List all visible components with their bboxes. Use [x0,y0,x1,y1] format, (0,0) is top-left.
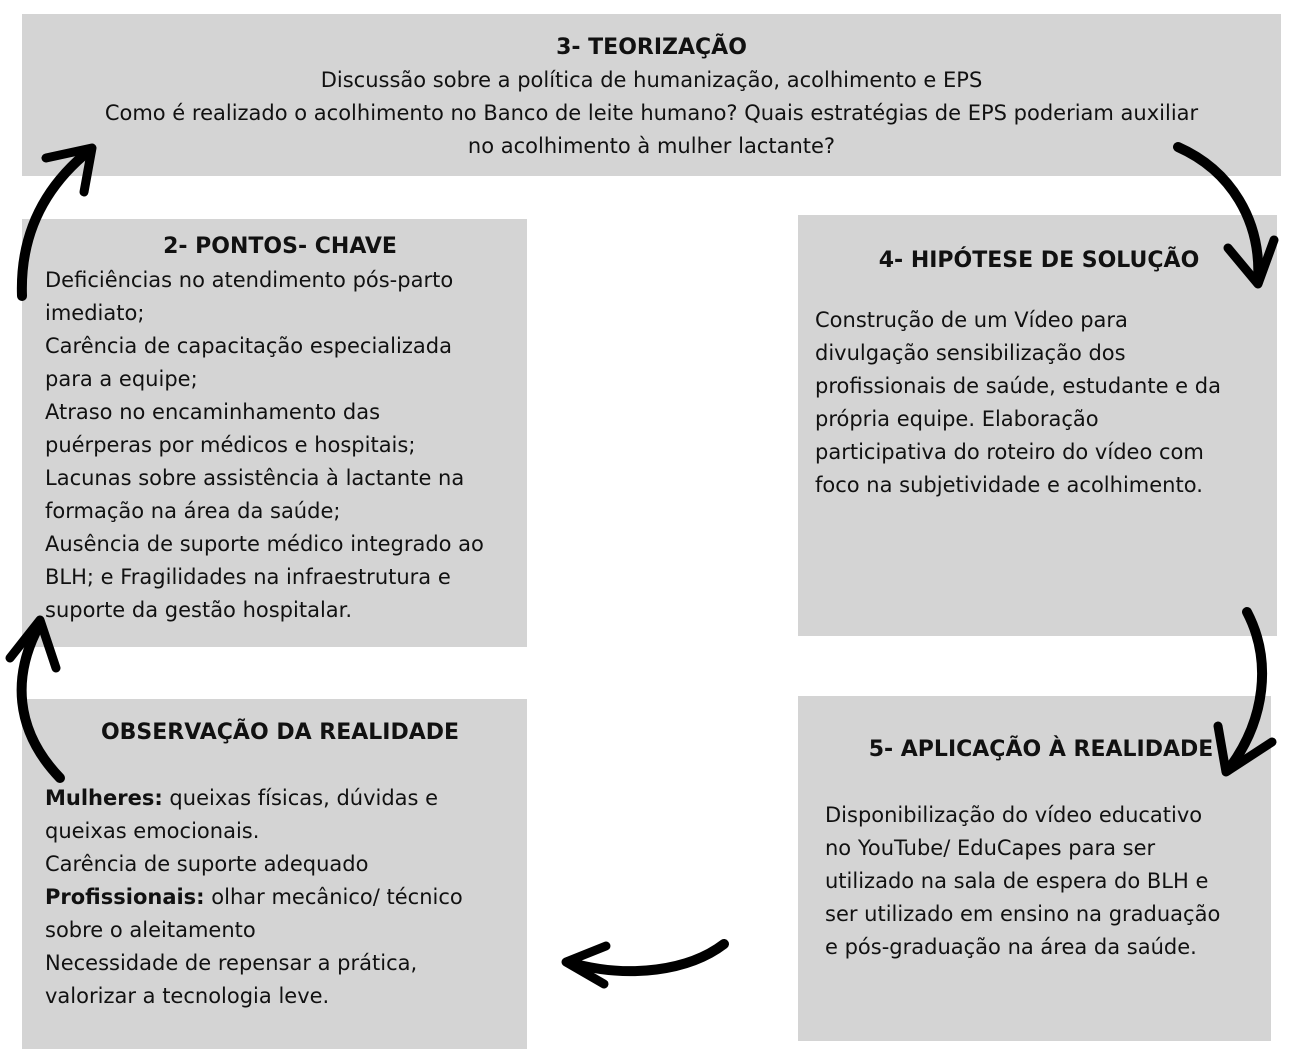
observation-line: valorizar a tecnologia leve. [45,983,330,1008]
observation-line: Necessidade de repensar a prática, [45,950,418,975]
reality-application-box [798,696,1271,1041]
solution-hypothesis-box [798,215,1277,636]
application-line: ser utilizado em ensino na graduação [825,901,1221,926]
key-points-line: Lacunas sobre assistência à lactante na [45,465,465,490]
solution-hypothesis-line: foco na subjetividade e acolhimento. [815,472,1203,497]
key-points-line: Atraso no encaminhamento das [45,399,381,424]
key-points-line: para a equipe; [45,366,198,391]
key-points-line: puérperas por médicos e hospitais; [45,432,416,457]
application-line: utilizado na sala de espera do BLH e [825,868,1209,893]
observation-line-women [45,782,515,815]
observation-line: sobre o aleitamento [45,917,256,942]
arrow-application-to-observation [566,944,724,984]
theorization-line-1: Discussão sobre a política de humanização, acolhimento e EPS [320,68,983,92]
reality-application-text [825,799,1257,964]
theorization-line-2: Como é realizado o acolhimento no Banco de leite humano? Quais estratégias de EPS poderiam auxiliar [104,101,1199,125]
key-points-line: BLH; e Fragilidades na infraestrutura e [45,564,451,589]
solution-hypothesis-line: Construção de um Vídeo para [815,307,1128,332]
application-line: Disponibilização do vídeo educativo [825,802,1203,827]
key-points-line: Deficiências no atendimento pós-parto [45,267,454,292]
solution-hypothesis-text [815,304,1263,502]
key-points-box [22,219,527,647]
women-label: Mulheres: [45,785,163,810]
reality-application-title: 5- APLICAÇÃO À REALIDADE [868,737,1214,762]
professionals-label: Profissionais: [45,884,205,909]
reality-observation-text [45,782,515,1013]
observation-line: Carência de suporte adequado [45,851,369,876]
application-line: e pós-graduação na área da saúde. [825,934,1197,959]
key-points-line: Carência de capacitação especializada [45,333,452,358]
theorization-title: 3- TEORIZAÇÃO [556,35,747,60]
reality-observation-title: OBSERVAÇÃO DA REALIDADE [100,720,460,745]
key-points-line: formação na área da saúde; [45,498,341,523]
observation-line-professionals [45,881,515,914]
solution-hypothesis-line: divulgação sensibilização dos [815,340,1126,365]
solution-hypothesis-line: participativa do roteiro do vídeo com [815,439,1204,464]
reality-observation-box [22,699,527,1049]
observation-line: queixas emocionais. [45,818,260,843]
solution-hypothesis-title: 4- HIPÓTESE DE SOLUÇÃO [878,248,1200,273]
key-points-line: Ausência de suporte médico integrado ao [45,531,484,556]
theorization-line-3: no acolhimento à mulher lactante? [467,134,836,158]
professionals-text: olhar mecânico/ técnico [204,884,463,909]
solution-hypothesis-line: profissionais de saúde, estudante e da [815,373,1221,398]
key-points-line: suporte da gestão hospitalar. [45,597,353,622]
women-text: queixas físicas, dúvidas e [162,785,439,810]
key-points-title: 2- PONTOS- CHAVE [163,234,397,259]
key-points-line: imediato; [45,300,145,325]
key-points-text [45,264,515,627]
theorization-box [22,14,1281,176]
solution-hypothesis-line: própria equipe. Elaboração [815,406,1099,431]
application-line: no YouTube/ EduCapes para ser [825,835,1156,860]
